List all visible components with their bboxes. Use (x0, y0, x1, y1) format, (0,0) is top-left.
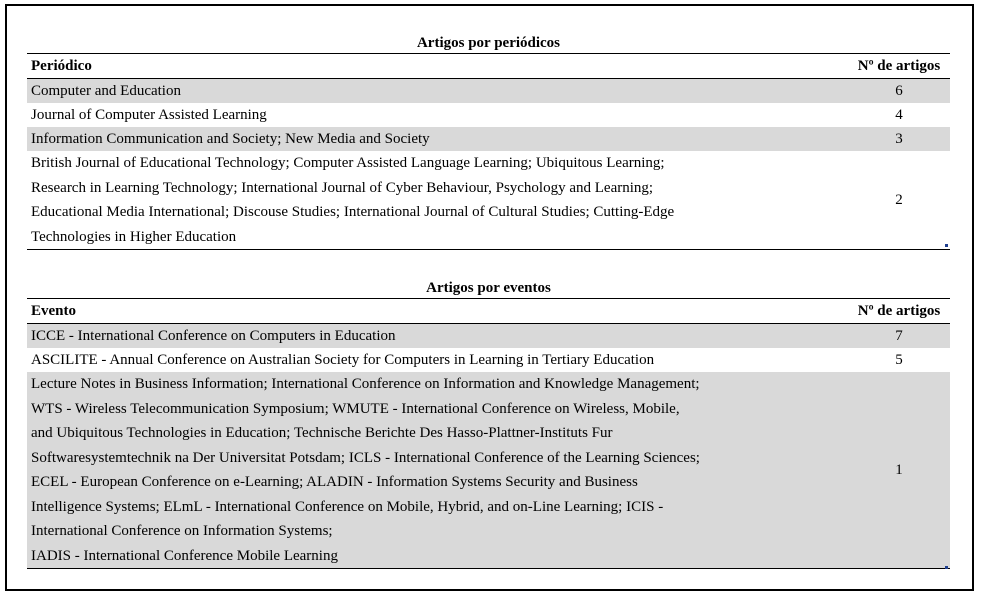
table-header (27, 299, 950, 324)
row-name: ASCILITE - Annual Conference on Australian Society for Computers in Learning in Tertiary Education (31, 351, 655, 368)
table-row (27, 151, 950, 250)
row-line: Softwaresystemtechnik na Der Universitat Potsdam; ICLS - International Conference of the Learning Sciences; (31, 449, 700, 466)
row-line: ECEL - European Conference on e-Learning; ALADIN - Information Systems Security and Business (31, 474, 638, 490)
column-header-count: Nº de artigos (857, 57, 941, 74)
table-eventos (27, 279, 950, 569)
row-name: Computer and Education (31, 82, 181, 99)
column-header-name: Periódico (31, 57, 92, 74)
row-name (27, 372, 820, 568)
column-header-name: Evento (31, 302, 76, 319)
table-periodicos (27, 34, 950, 250)
row-count: 5 (895, 351, 903, 368)
row-line: Research in Learning Technology; International Journal of Cyber Behaviour, Psychology and Learning; (31, 179, 654, 196)
row-name (27, 151, 820, 249)
row-count: 4 (895, 106, 903, 123)
row-name: ICCE - International Conference on Computers in Education (31, 327, 396, 344)
row-line: British Journal of Educational Technology; Computer Assisted Language Learning; Ubiquitous Learning; (31, 155, 665, 171)
row-name: Information Communication and Society; New Media and Society (31, 130, 430, 147)
row-name: Journal of Computer Assisted Learning (31, 106, 267, 123)
table-caption: Artigos por eventos (27, 279, 950, 299)
row-line: International Conference on Information Systems; (31, 523, 333, 539)
row-count: 6 (895, 82, 903, 99)
row-count: 7 (895, 327, 903, 344)
table-row (27, 79, 950, 103)
table-row (27, 103, 950, 127)
row-line: Educational Media International; Discouse Studies; International Journal of Cultural Studies; Cutting-Edge (31, 204, 675, 220)
row-line: IADIS - International Conference Mobile Learning (31, 547, 338, 564)
row-line: Intelligence Systems; ELmL - International Conference on Mobile, Hybrid, and on-Line Learning; ICIS - (31, 498, 664, 515)
row-line: WTS - Wireless Telecommunication Symposium; WMUTE - International Conference on Wireless, Mobile, (31, 400, 680, 417)
resize-handle-mark (945, 566, 948, 569)
resize-handle-mark (945, 244, 948, 247)
row-line: Technologies in Higher Education (31, 228, 237, 245)
table-caption: Artigos por periódicos (27, 34, 950, 54)
row-line: and Ubiquitous Technologies in Education; Technische Berichte Des Hasso-Plattner-Instituts Fur (31, 425, 613, 441)
row-line: Lecture Notes in Business Information; International Conference on Information and Knowledge Management; (31, 376, 700, 392)
table-row (27, 372, 950, 569)
table-row (27, 324, 950, 348)
row-count: 1 (895, 461, 903, 478)
row-count: 3 (895, 130, 903, 147)
row-count: 2 (895, 191, 903, 208)
table-row (27, 348, 950, 372)
table-header (27, 54, 950, 79)
table-row (27, 127, 950, 151)
column-header-count: Nº de artigos (857, 302, 941, 319)
